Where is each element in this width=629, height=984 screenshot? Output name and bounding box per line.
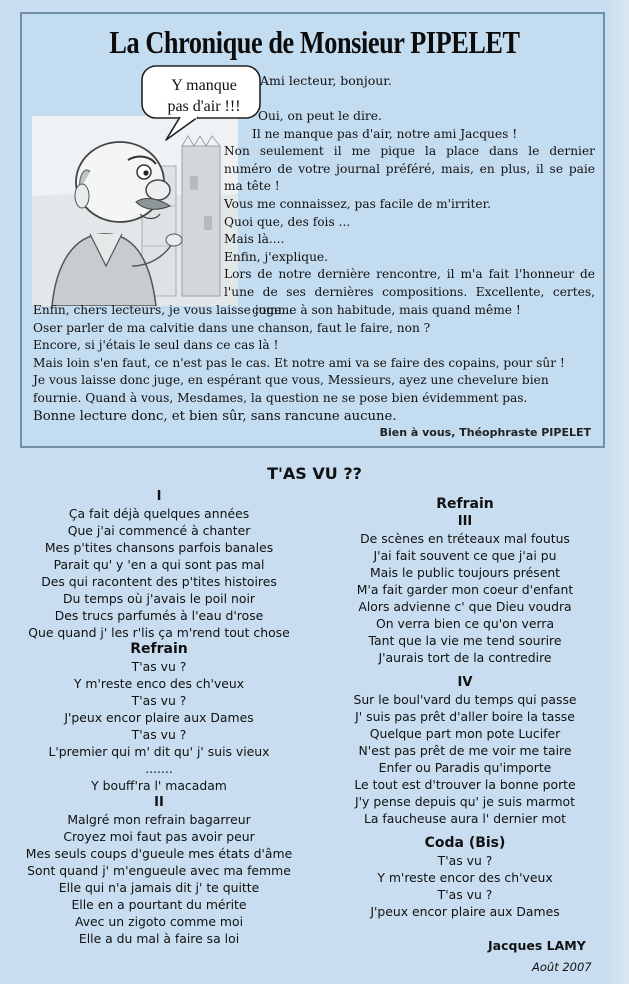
song-line: Que j'ai commencé à chanter [67, 523, 251, 538]
text-line: Bonne lecture donc, et bien sûr, sans rancune aucune. [33, 408, 397, 424]
song-section-heading: Refrain [130, 641, 188, 657]
chronicle-right-column [224, 108, 595, 319]
song-line: N'est pas prêt de me voir me taire [358, 743, 572, 758]
text-line: comme à son habitude, mais quand même ! [252, 302, 521, 317]
song-title: T'AS VU ?? [267, 464, 362, 483]
song-line: T'as vu ? [437, 887, 493, 902]
text-line: Il ne manque pas d'air, notre ami Jacques ! [252, 126, 518, 141]
song-line: La faucheuse aura l' dernier mot [363, 811, 567, 826]
song-line: Enfer ou Paradis qu'importe [378, 760, 552, 775]
song-left-column [14, 488, 304, 947]
song-line: J'aurais tort de la contredire [378, 650, 552, 665]
text-line: Enfin, j'explique. [224, 249, 329, 264]
text-line: fournie. Quand à vous, Mesdames, la question ne se pose bien évidemment pas. [33, 390, 528, 405]
song-line: Du temps où j'avais le poil noir [63, 591, 255, 606]
song-line: Y bouff'ra l' macadam [91, 778, 227, 793]
song-line: Y m'reste encor des ch'veux [377, 870, 553, 885]
text-line: numéro de votre journal préféré, mais, en plus, il se paie [224, 161, 595, 176]
text-line: Oser parler de ma calvitie dans une chanson, faut le faire, non ? [33, 320, 431, 335]
text-line: Encore, si j'étais le seul dans ce cas là ! [33, 338, 279, 353]
song-line: J' suis pas prêt d'aller boire la tasse [355, 709, 575, 724]
chronicle-title: La Chronique de Monsieur PIPELET [109, 24, 520, 60]
song-line: Tant que la vie me tend sourire [368, 633, 562, 648]
song-line: Parait qu' y 'en a qui sont pas mal [53, 557, 265, 572]
song-line: Quelque part mon pote Lucifer [369, 726, 561, 741]
text-line: Enfin, chers lecteurs, je vous laisse juge... [33, 303, 294, 317]
song-line: J'peux encor plaire aux Dames [64, 710, 254, 725]
song-line: Elle a du mal à faire sa loi [78, 931, 240, 946]
stanza-gap [330, 827, 600, 835]
greeting: Ami lecteur, bonjour. [260, 73, 392, 88]
cartoon-illustration [32, 116, 238, 306]
song-date: Août 2007 [532, 960, 592, 974]
song-line: Mes p'tites chansons parfois banales [44, 540, 274, 555]
bald-man-cartoon-icon [32, 116, 238, 306]
song-line: ....... [145, 761, 173, 776]
song-right-column [330, 496, 600, 920]
verse-number: III [457, 514, 473, 529]
song-line: Mais le public toujours présent [369, 565, 561, 580]
song-line: Alors advienne c' que Dieu voudra [358, 599, 572, 614]
song-line: T'as vu ? [131, 693, 187, 708]
author-name: Jacques LAMY [488, 938, 586, 953]
text-line: Lors de notre dernière rencontre, il m'a fait l'honneur de [224, 267, 595, 282]
signature: Bien à vous, Théophraste PIPELET [379, 426, 591, 439]
song-line: Des qui racontent des p'tites histoires [41, 574, 277, 589]
song-line: J'peux encor plaire aux Dames [370, 904, 560, 919]
text-line: ma tête ! [224, 179, 280, 194]
chronicle-full-column [33, 302, 598, 425]
song-section-heading: Coda (Bis) [424, 835, 506, 851]
song-line: Elle qui n'a jamais dit j' te quitte [58, 880, 260, 895]
song-line: L'premier qui m' dit qu' j' suis vieux [48, 744, 270, 759]
song-line: Ça fait déjà quelques années [68, 506, 250, 521]
bubble-line: Y manque [171, 77, 237, 94]
song-line: Avec un zigoto comme moi [74, 914, 244, 929]
song-line: T'as vu ? [437, 853, 493, 868]
verse-number: I [156, 489, 162, 504]
song-line: On verra bien ce qu'on verra [375, 616, 555, 631]
song-line: Sur le boul'vard du temps qui passe [353, 692, 577, 707]
text-line: Non seulement il me pique la place dans le dernier [224, 144, 595, 159]
song-line: T'as vu ? [131, 659, 187, 674]
stanza-gap [330, 666, 600, 674]
text-line: l'une de ses dernières compositions. Excellente, certes, [224, 284, 595, 299]
verse-number: IV [457, 675, 473, 690]
song-line: Le tout est d'trouver la bonne porte [354, 777, 576, 792]
page-edge [607, 0, 629, 984]
song-line: Mes seuls coups d'gueule mes états d'âme [25, 846, 293, 861]
song-line: De scènes en tréteaux mal foutus [360, 531, 570, 546]
verse-number: II [154, 795, 164, 810]
song-line: Malgré mon refrain bagarreur [67, 812, 251, 827]
song-line: J'y pense depuis qu' je suis marmot [355, 794, 575, 809]
song-line: Croyez moi faut pas avoir peur [63, 829, 255, 844]
text-line: Mais là.... [224, 232, 285, 247]
text-line: Mais loin s'en faut, ce n'est pas le cas. Et notre ami va se faire des copains, pour sûr ! [33, 355, 565, 370]
text-line: Oui, on peut le dire. [258, 109, 382, 123]
text-line: Je vous laisse donc juge, en espérant que vous, Messieurs, ayez une chevelure bien [33, 373, 549, 388]
text-line: Vous me connaissez, pas facile de m'irriter. [224, 196, 491, 211]
text-line: Quoi que, des fois ... [224, 214, 351, 229]
bubble-line: pas d'air !!! [167, 98, 241, 115]
song-line: J'ai fait souvent ce que j'ai pu [373, 548, 557, 563]
song-line: Elle en a pourtant du mérite [71, 897, 247, 912]
song-section-heading: Refrain [436, 496, 494, 512]
song-line: Des trucs parfumés à l'eau d'rose [54, 608, 264, 623]
song-line: Que quand j' les r'lis ça m'rend tout chose [28, 625, 290, 640]
song-line: M'a fait garder mon coeur d'enfant [356, 582, 574, 597]
song-line: Y m'reste enco des ch'veux [73, 676, 245, 691]
song-line: Sont quand j' m'engueule avec ma femme [27, 863, 291, 878]
song-line: T'as vu ? [131, 727, 187, 742]
chronicle-box [20, 12, 605, 448]
